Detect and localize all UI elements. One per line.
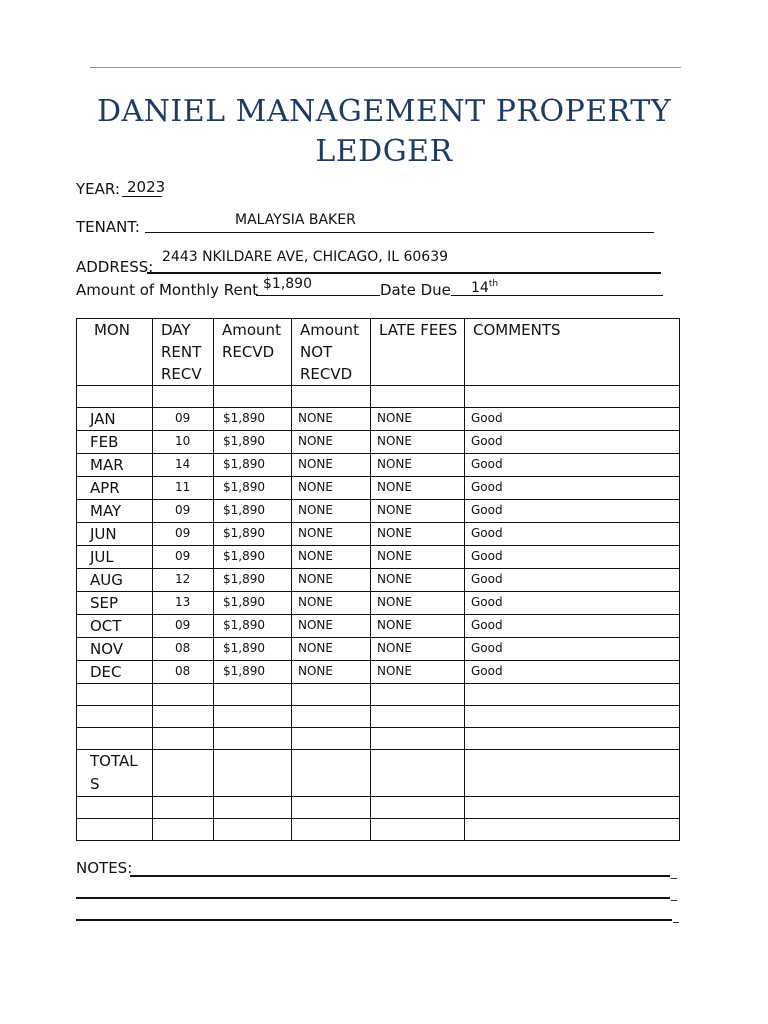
- cell-empty[interactable]: [77, 684, 153, 706]
- cell-comment[interactable]: Good: [465, 569, 680, 592]
- table-row-blank: [77, 706, 680, 728]
- cell-amount-received[interactable]: $1,890: [214, 408, 292, 431]
- tenant-value[interactable]: MALAYSIA BAKER: [235, 212, 356, 228]
- cell-month[interactable]: JUN: [77, 523, 153, 546]
- table-row: [77, 408, 680, 431]
- header-comments: COMMENTS: [465, 319, 680, 386]
- cell-amount-received[interactable]: $1,890: [214, 454, 292, 477]
- cell-late-fees[interactable]: NONE: [371, 431, 465, 454]
- cell-empty[interactable]: [77, 819, 153, 841]
- cell-comment[interactable]: Good: [465, 408, 680, 431]
- table-row: [77, 615, 680, 638]
- cell-amount-not-received[interactable]: NONE: [292, 523, 371, 546]
- cell-amount-not-received[interactable]: NONE: [292, 454, 371, 477]
- cell-amount-not-received[interactable]: NONE: [292, 477, 371, 500]
- header-amount-recvd: Amount RECVD: [214, 319, 292, 386]
- notes-line-2[interactable]: [76, 897, 670, 899]
- notes-line-3[interactable]: [76, 919, 672, 921]
- cell-month[interactable]: APR: [77, 477, 153, 500]
- cell-empty[interactable]: [77, 797, 153, 819]
- date-due-value[interactable]: [471, 276, 498, 297]
- cell-comment[interactable]: Good: [465, 615, 680, 638]
- address-value[interactable]: 2443 NKILDARE AVE, CHICAGO, IL 60639: [162, 249, 449, 265]
- cell-empty[interactable]: [292, 728, 371, 750]
- tenant-line: [145, 232, 654, 233]
- cell-comment[interactable]: Good: [465, 454, 680, 477]
- cell-month[interactable]: OCT: [77, 615, 153, 638]
- cell-amount-not-received[interactable]: NONE: [292, 500, 371, 523]
- cell-day[interactable]: 09: [153, 408, 214, 431]
- cell-month[interactable]: DEC: [77, 661, 153, 684]
- cell-late-fees[interactable]: NONE: [371, 615, 465, 638]
- notes-line-1-tail: _: [671, 865, 677, 879]
- cell-month[interactable]: NOV: [77, 638, 153, 661]
- cell-month[interactable]: SEP: [77, 592, 153, 615]
- table-row: [77, 638, 680, 661]
- cell-amount-not-received[interactable]: NONE: [292, 615, 371, 638]
- cell-empty[interactable]: [465, 706, 680, 728]
- table-header-row: [77, 319, 680, 386]
- cell-empty[interactable]: [371, 797, 465, 819]
- cell-amount-received[interactable]: $1,890: [214, 615, 292, 638]
- cell-late-fees[interactable]: NONE: [371, 408, 465, 431]
- cell-empty[interactable]: [465, 819, 680, 841]
- cell-amount-received[interactable]: $1,890: [214, 500, 292, 523]
- tenant-label: TENANT:: [76, 218, 140, 236]
- cell-amount-not-received[interactable]: NONE: [292, 408, 371, 431]
- cell-total[interactable]: [371, 750, 465, 797]
- table-row-blank: [77, 819, 680, 841]
- header-mon: MON: [77, 319, 153, 386]
- cell-month[interactable]: JUL: [77, 546, 153, 569]
- cell-comment[interactable]: Good: [465, 546, 680, 569]
- cell-comment[interactable]: Good: [465, 500, 680, 523]
- table-row: [77, 523, 680, 546]
- notes-line-3-tail: _: [673, 909, 679, 923]
- cell-day[interactable]: 14: [153, 454, 214, 477]
- cell-day[interactable]: 13: [153, 592, 214, 615]
- notes-line-2-tail: _: [671, 887, 677, 901]
- cell-total[interactable]: [292, 750, 371, 797]
- table-row: [77, 454, 680, 477]
- table-row: [77, 592, 680, 615]
- cell-month[interactable]: AUG: [77, 569, 153, 592]
- cell-day[interactable]: 10: [153, 431, 214, 454]
- cell-empty[interactable]: [77, 728, 153, 750]
- header-late-fees: LATE FEES: [371, 319, 465, 386]
- totals-label: TOTAL S: [77, 750, 153, 797]
- cell-amount-not-received[interactable]: NONE: [292, 638, 371, 661]
- cell-total[interactable]: [153, 750, 214, 797]
- cell-total[interactable]: [214, 750, 292, 797]
- cell-late-fees[interactable]: NONE: [371, 546, 465, 569]
- table-row-totals: [77, 750, 680, 797]
- cell-day[interactable]: 08: [153, 661, 214, 684]
- cell-late-fees[interactable]: NONE: [371, 477, 465, 500]
- year-value[interactable]: 2023: [127, 178, 166, 196]
- cell-empty[interactable]: [371, 684, 465, 706]
- notes-line-1[interactable]: [130, 875, 670, 877]
- cell-month[interactable]: FEB: [77, 431, 153, 454]
- cell-day[interactable]: 12: [153, 569, 214, 592]
- table-row: [77, 477, 680, 500]
- date-due-suffix: th: [488, 279, 499, 289]
- cell-amount-received[interactable]: $1,890: [214, 546, 292, 569]
- cell-amount-not-received[interactable]: NONE: [292, 592, 371, 615]
- cell-empty[interactable]: [292, 684, 371, 706]
- monthly-rent-value[interactable]: $1,890: [263, 276, 312, 292]
- notes-label: NOTES:: [76, 859, 133, 877]
- header-amount-not-recvd: Amount NOT RECVD: [292, 319, 371, 386]
- cell-late-fees[interactable]: NONE: [371, 454, 465, 477]
- year-line: [122, 196, 162, 197]
- table-row: [77, 500, 680, 523]
- ledger-table: [76, 318, 680, 841]
- cell-amount-received[interactable]: $1,890: [214, 569, 292, 592]
- page-title: DANIEL MANAGEMENT PROPERTY LEDGER: [96, 94, 672, 169]
- table-row-blank: [77, 386, 680, 408]
- cell-comment[interactable]: Good: [465, 638, 680, 661]
- cell-late-fees[interactable]: NONE: [371, 500, 465, 523]
- cell-day[interactable]: 09: [153, 500, 214, 523]
- cell-day[interactable]: 09: [153, 615, 214, 638]
- cell-amount-received[interactable]: $1,890: [214, 661, 292, 684]
- cell-amount-received[interactable]: $1,890: [214, 592, 292, 615]
- cell-comment[interactable]: Good: [465, 477, 680, 500]
- cell-empty[interactable]: [465, 797, 680, 819]
- cell-month[interactable]: MAY: [77, 500, 153, 523]
- cell-empty[interactable]: [371, 706, 465, 728]
- cell-amount-received[interactable]: $1,890: [214, 638, 292, 661]
- cell-day[interactable]: 09: [153, 546, 214, 569]
- cell-empty[interactable]: [153, 797, 214, 819]
- cell-empty[interactable]: [371, 819, 465, 841]
- date-due-day: 14: [471, 280, 489, 296]
- cell-empty[interactable]: [292, 819, 371, 841]
- cell-amount-received[interactable]: $1,890: [214, 477, 292, 500]
- cell-late-fees[interactable]: NONE: [371, 661, 465, 684]
- header-day-rent-recv: DAY RENT RECV: [153, 319, 214, 386]
- cell-comment[interactable]: Good: [465, 661, 680, 684]
- cell-empty[interactable]: [214, 706, 292, 728]
- cell-empty[interactable]: [153, 819, 214, 841]
- cell-empty[interactable]: [465, 684, 680, 706]
- cell-amount-not-received[interactable]: NONE: [292, 661, 371, 684]
- cell-empty[interactable]: [292, 706, 371, 728]
- cell-late-fees[interactable]: NONE: [371, 638, 465, 661]
- cell-comment[interactable]: Good: [465, 523, 680, 546]
- cell-empty[interactable]: [371, 728, 465, 750]
- cell-empty[interactable]: [153, 728, 214, 750]
- cell-late-fees[interactable]: NONE: [371, 592, 465, 615]
- cell-amount-not-received[interactable]: NONE: [292, 546, 371, 569]
- header-rule: [90, 67, 681, 68]
- table-row-blank: [77, 797, 680, 819]
- cell-empty[interactable]: [77, 706, 153, 728]
- cell-month[interactable]: MAR: [77, 454, 153, 477]
- date-due-label: Date Due: [380, 281, 451, 299]
- address-line: [147, 272, 661, 274]
- cell-comment[interactable]: Good: [465, 431, 680, 454]
- monthly-rent-line: [256, 295, 380, 296]
- cell-empty[interactable]: [214, 819, 292, 841]
- table-row: [77, 569, 680, 592]
- table-row: [77, 546, 680, 569]
- cell-day[interactable]: 09: [153, 523, 214, 546]
- monthly-rent-label: Amount of Monthly Rent: [76, 281, 259, 299]
- table-row: [77, 431, 680, 454]
- cell-amount-received[interactable]: $1,890: [214, 431, 292, 454]
- cell-day[interactable]: 08: [153, 638, 214, 661]
- cell-empty[interactable]: [214, 797, 292, 819]
- year-label: YEAR:: [76, 180, 120, 198]
- cell-comment[interactable]: Good: [465, 592, 680, 615]
- cell-empty[interactable]: [214, 684, 292, 706]
- cell-late-fees[interactable]: NONE: [371, 569, 465, 592]
- cell-empty[interactable]: [153, 684, 214, 706]
- cell-total[interactable]: [465, 750, 680, 797]
- cell-amount-not-received[interactable]: NONE: [292, 569, 371, 592]
- table-row-blank: [77, 684, 680, 706]
- address-label: ADDRESS:: [76, 258, 154, 276]
- cell-late-fees[interactable]: NONE: [371, 523, 465, 546]
- cell-empty[interactable]: [292, 797, 371, 819]
- cell-amount-received[interactable]: $1,890: [214, 523, 292, 546]
- cell-empty[interactable]: [465, 728, 680, 750]
- cell-day[interactable]: 11: [153, 477, 214, 500]
- cell-month[interactable]: JAN: [77, 408, 153, 431]
- cell-empty[interactable]: [214, 728, 292, 750]
- cell-empty[interactable]: [153, 706, 214, 728]
- table-row-blank: [77, 728, 680, 750]
- cell-amount-not-received[interactable]: NONE: [292, 431, 371, 454]
- table-row: [77, 661, 680, 684]
